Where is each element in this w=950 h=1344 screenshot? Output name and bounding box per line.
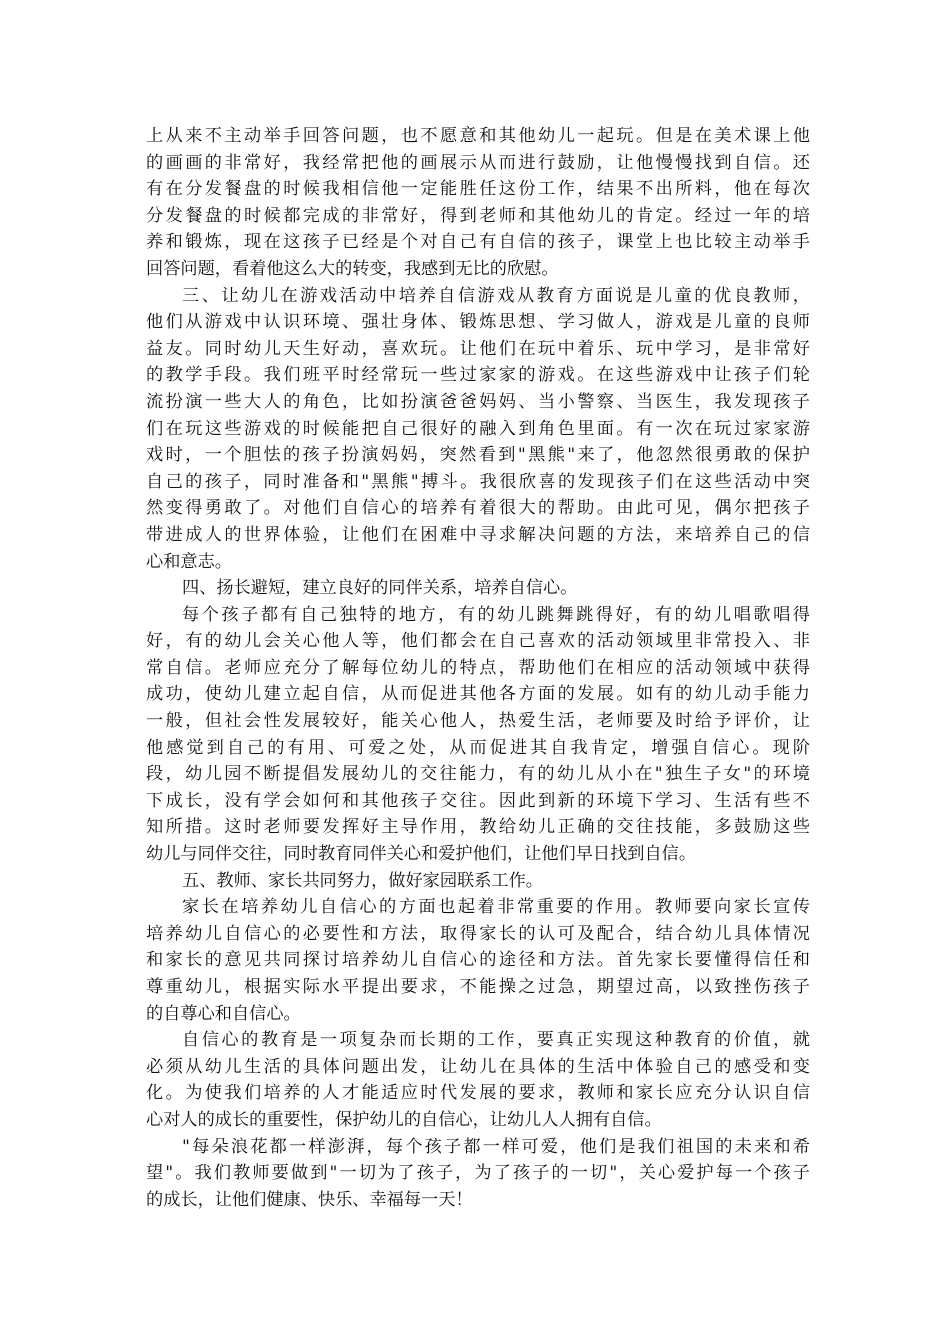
text-line: 家长在培养幼儿自信心的方面也起着非常重要的作用。教师要向家长宣传 [182, 897, 810, 918]
text-line: 回答问题，看着他这么大的转变，我感到无比的欣慰。 [146, 258, 559, 279]
text-line: 必须从幼儿生活的具体问题出发，让幼儿在具体的生活中体验自己的感受和变 [146, 1056, 810, 1077]
text-line: 尊重幼儿，根据实际水平提出要求，不能操之过急，期望过高，以致挫伤孩子 [146, 977, 810, 997]
text-line: 上从来不主动举手回答问题，也不愿意和其他幼儿一起玩。但是在美术课上他 [146, 126, 810, 146]
text-line: 养和锻炼，现在这孩子已经是个对自己有自信的孩子，课堂上也比较主动举手 [146, 232, 810, 253]
text-line: 四、扬长避短，建立良好的同伴关系，培养自信心。 [182, 578, 578, 599]
text-line: 益友。同时幼儿天生好动，喜欢玩。让他们在玩中着乐、玩中学习，是非常好 [146, 338, 810, 359]
text-line: 有在分发餐盘的时候我相信他一定能胜任这份工作，结果不出所料，他在每次 [146, 179, 810, 200]
document-page [146, 123, 810, 1213]
text-line: 的成长，让他们健康、快乐、幸福每一天！ [146, 1189, 473, 1210]
text-line: 好，有的幼儿会关心他人等，他们都会在自己喜欢的活动领域里非常投入、非 [146, 631, 810, 652]
text-line: 戏时，一个胆怯的孩子扮演妈妈，突然看到"黑熊"来了，他忽然很勇敢的保护 [146, 445, 810, 466]
text-line: 段，幼儿园不断提倡发展幼儿的交往能力，有的幼儿从小在"独生子女"的环境 [146, 764, 810, 785]
text-line: 们在玩这些游戏的时候能把自己很好的融入到角色里面。有一次在玩过家家游 [146, 418, 810, 439]
text-line: 知所措。这时老师要发挥好主导作用，教给幼儿正确的交往技能，多鼓励这些 [146, 817, 810, 838]
text-line: 和家长的意见共同探讨培养幼儿自信心的途径和方法。首先家长要懂得信任和 [146, 950, 810, 971]
text-line: 自信心的教育是一项复杂而长期的工作，要真正实现这种教育的价值，就 [182, 1030, 810, 1051]
text-line: 三、让幼儿在游戏活动中培养自信游戏从教育方面说是儿童的优良教师， [182, 285, 810, 306]
text-line: 的自尊心和自信心。 [146, 1003, 301, 1024]
text-line: 幼儿与同伴交往，同时教育同伴关心和爱护他们，让他们早日找到自信。 [146, 844, 697, 865]
text-line: 五、教师、家长共同努力，做好家园联系工作。 [182, 870, 543, 891]
text-line: 化。为使我们培养的人才能适应时代发展的要求，教师和家长应充分认识自信 [146, 1083, 810, 1104]
text-line: 他感觉到自己的有用、可爱之处，从而促进其自我肯定，增强自信心。现阶 [146, 737, 810, 758]
text-line: 心对人的成长的重要性，保护幼儿的自信心，让幼儿人人拥有自信。 [146, 1109, 662, 1130]
text-line: 分发餐盘的时候都完成的非常好，得到老师和其他幼儿的肯定。经过一年的培 [146, 205, 810, 226]
text-line: 带进成人的世界体验，让他们在困难中寻求解决问题的方法，来培养自己的信 [146, 524, 810, 545]
text-line: 常自信。老师应充分了解每位幼儿的特点，帮助他们在相应的活动领域中获得 [146, 657, 810, 678]
text-line: 心和意志。 [146, 551, 232, 572]
text-line: 望"。我们教师要做到"一切为了孩子，为了孩子的一切"，关心爱护每一个孩子 [146, 1163, 810, 1184]
text-line: 他们从游戏中认识环境、强壮身体、锻炼思想、学习做人，游戏是儿童的良师 [146, 312, 810, 333]
text-line: "每朵浪花都一样澎湃，每个孩子都一样可爱，他们是我们祖国的未来和希 [182, 1136, 810, 1157]
text-line: 下成长，没有学会如何和其他孩子交往。因此到新的环境下学习、生活有些不 [146, 790, 810, 811]
text-line: 培养幼儿自信心的必要性和方法，取得家长的认可及配合，结合幼儿具体情况 [146, 923, 810, 944]
text-line: 的画画的非常好，我经常把他的画展示从而进行鼓励，让他慢慢找到自信。还 [146, 152, 810, 173]
text-line: 的教学手段。我们班平时经常玩一些过家家的游戏。在这些游戏中让孩子们轮 [146, 365, 810, 386]
text-line: 然变得勇敢了。对他们自信心的培养有着很大的帮助。由此可见，偶尔把孩子 [146, 498, 810, 519]
text-line: 一般，但社会性发展较好，能关心他人，热爱生活，老师要及时给予评价，让 [146, 711, 810, 732]
text-line: 成功，使幼儿建立起自信，从而促进其他各方面的发展。如有的幼儿动手能力 [146, 684, 810, 705]
text-line: 每个孩子都有自己独特的地方，有的幼儿跳舞跳得好，有的幼儿唱歌唱得 [182, 604, 810, 625]
text-line: 自己的孩子，同时准备和"黑熊"搏斗。我很欣喜的发现孩子们在这些活动中突 [146, 471, 810, 492]
text-line: 流扮演一些大人的角色，比如扮演爸爸妈妈、当小警察、当医生，我发现孩子 [146, 391, 810, 412]
